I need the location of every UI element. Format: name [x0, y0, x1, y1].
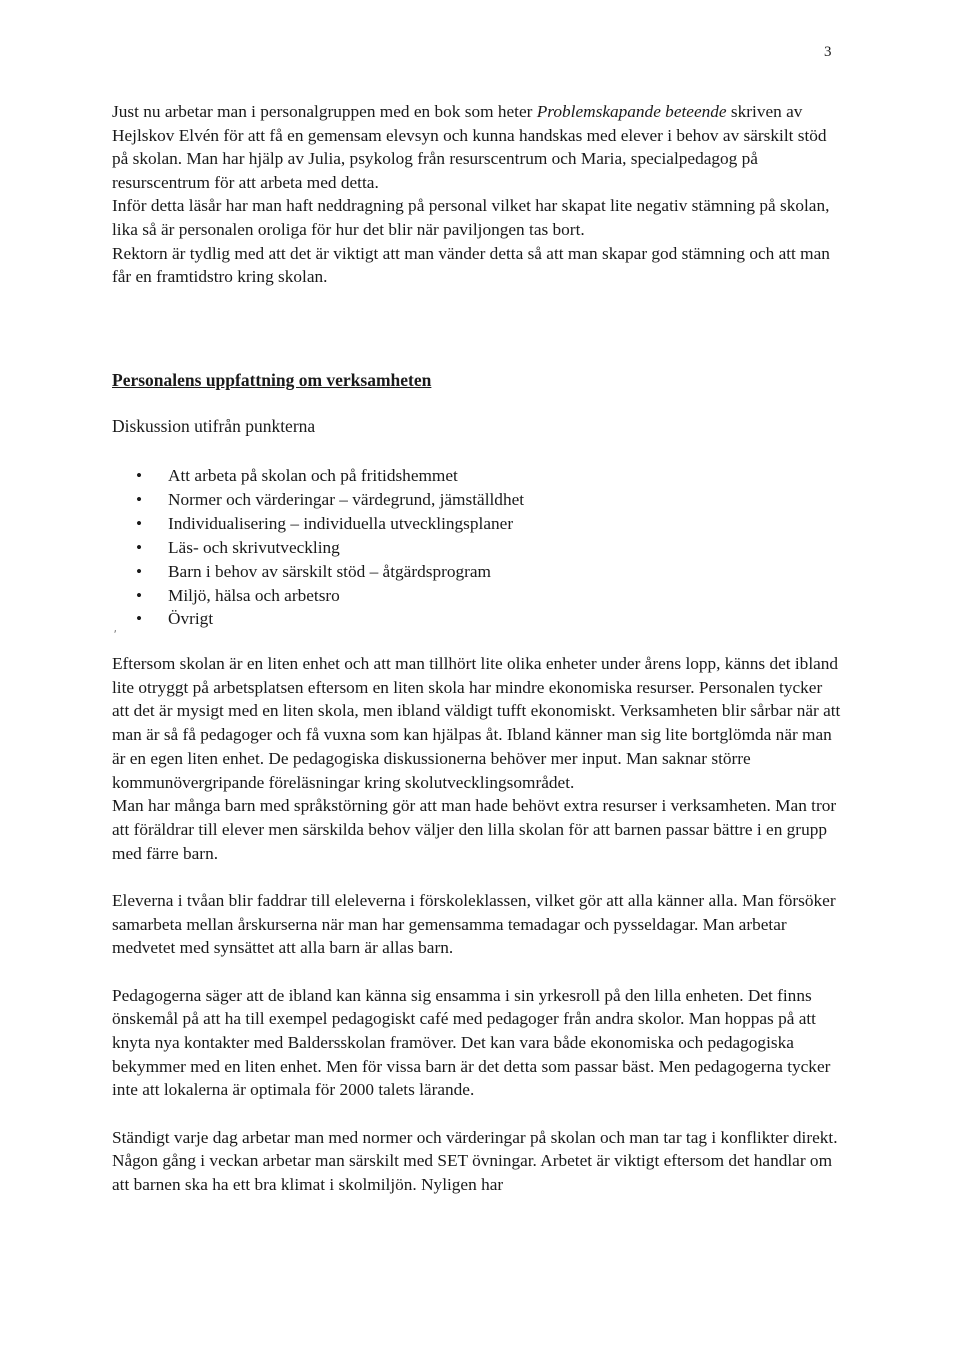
- section-heading: Personalens uppfattning om verksamheten: [112, 370, 432, 390]
- body-paragraph-4: Pedagogerna säger att de ibland kan känna sig ensamma i sin yrkesroll på den lilla enheten. Det finns önskemål på att ha till exempel pedagogiskt café med pedagoger från andra skolor. Man hoppas på att knyta nya kontakter med Baldersskolan framöver. Det kan vara både ekonomiska och pedagogiska bekymmer med en liten enhet. Men för vissa barn är det detta som passar bäst. Men pedagogerna tycker inte att lokalerna är optimala för 2000 talets lärande.: [112, 985, 831, 1100]
- book-title: Problemskapande beteende: [536, 102, 727, 121]
- bullet-item: • Barn i behov av särskilt stöd – åtgärdsprogram: [130, 560, 524, 584]
- page-number: 3: [824, 44, 832, 60]
- body-paragraph-5: Ständigt varje dag arbetar man med normer och värderingar på skolan och man tar tag i konflikter direkt. Någon gång i veckan arbetar man särskilt med SET övningar. Arbetet är viktigt eftersom det handlar om att barnen ska ha ett bra klimat i skolmiljön. Nyligen har: [112, 1127, 838, 1195]
- intro-paragraph-3: Rektorn är tydlig med att det är viktigt att man vänder detta så att man skapar god stämning och att man får en framtidstro kring skolan.: [112, 243, 830, 287]
- intro-text-run: skriven av Hejlskov Elvén för att få en gemensam elevsyn och kunna handskas med elever i behov av särskilt stöd på skolan. Man har hjälp av Julia, psykolog från resurscentrum och Maria, specialpedagog på resurscentrum för att arbeta med detta.: [112, 102, 827, 192]
- bullet-item: • Att arbeta på skolan och på fritidshemmet: [130, 464, 524, 488]
- intro-paragraph-2: Inför detta läsår har man haft neddragning på personal vilket har skapat lite negativ stämning på skolan, lika så är personalen oroliga för hur det blir när paviljongen tas bort.: [112, 196, 830, 239]
- body-paragraph-3: Eleverna i tvåan blir faddrar till eleleverna i förskoleklassen, vilket gör att alla känner alla. Man försöker samarbeta mellan årskurserna när man har gemensamma temadagar och pysseldagar. Man arbetar medvetet med synsättet att alla barn är allas barn.: [112, 890, 836, 958]
- bullet-item: • Övrigt: [130, 607, 524, 631]
- body-paragraph-1: Eftersom skolan är en liten enhet och att man tillhört lite olika enheter under årens lopp, känns det ibland lite otryggt på arbetsplatsen eftersom en liten skola har mindre ekonomiska resurser. Personalen tycker att det är mysigt med en liten skola, men ibland väldigt tufft ekonomiskt. Verksamheten blir sårbar när att man är så få pedagoger och få vuxna som kan hjälpas åt. Ibland känner man sig lite bortglömda när man är en egen liten enhet. De pedagogiska diskussionerna behöver mer input. Man saknar större kommunövergripande föreläsningar kring skolutvecklingsområdet.: [112, 654, 841, 792]
- intro-text-run: Just nu arbetar man i personalgruppen med en bok som heter: [112, 102, 537, 121]
- bullet-item: • Individualisering – individuella utvecklingsplaner: [130, 512, 524, 536]
- bullet-list: [130, 464, 524, 631]
- intro-text: [112, 100, 832, 289]
- bullet-item: • Normer och värderingar – värdegrund, jämställdhet: [130, 488, 524, 512]
- intro-paragraph-1: [112, 100, 832, 194]
- bullet-item: • Läs- och skrivutveckling: [130, 536, 524, 560]
- stray-mark: ʹ: [114, 627, 117, 641]
- bullet-item: • Miljö, hälsa och arbetsro: [130, 584, 524, 608]
- section-subheading: Diskussion utifrån punkterna: [112, 416, 316, 436]
- body-paragraph-2: Man har många barn med språkstörning gör att man hade behövt extra resurser i verksamheten. Man tror att föräldrar till elever men särskilda behov väljer den lilla skolan för att barnen passar bättre i en grupp med färre barn.: [112, 796, 837, 863]
- body-text: [112, 652, 842, 1220]
